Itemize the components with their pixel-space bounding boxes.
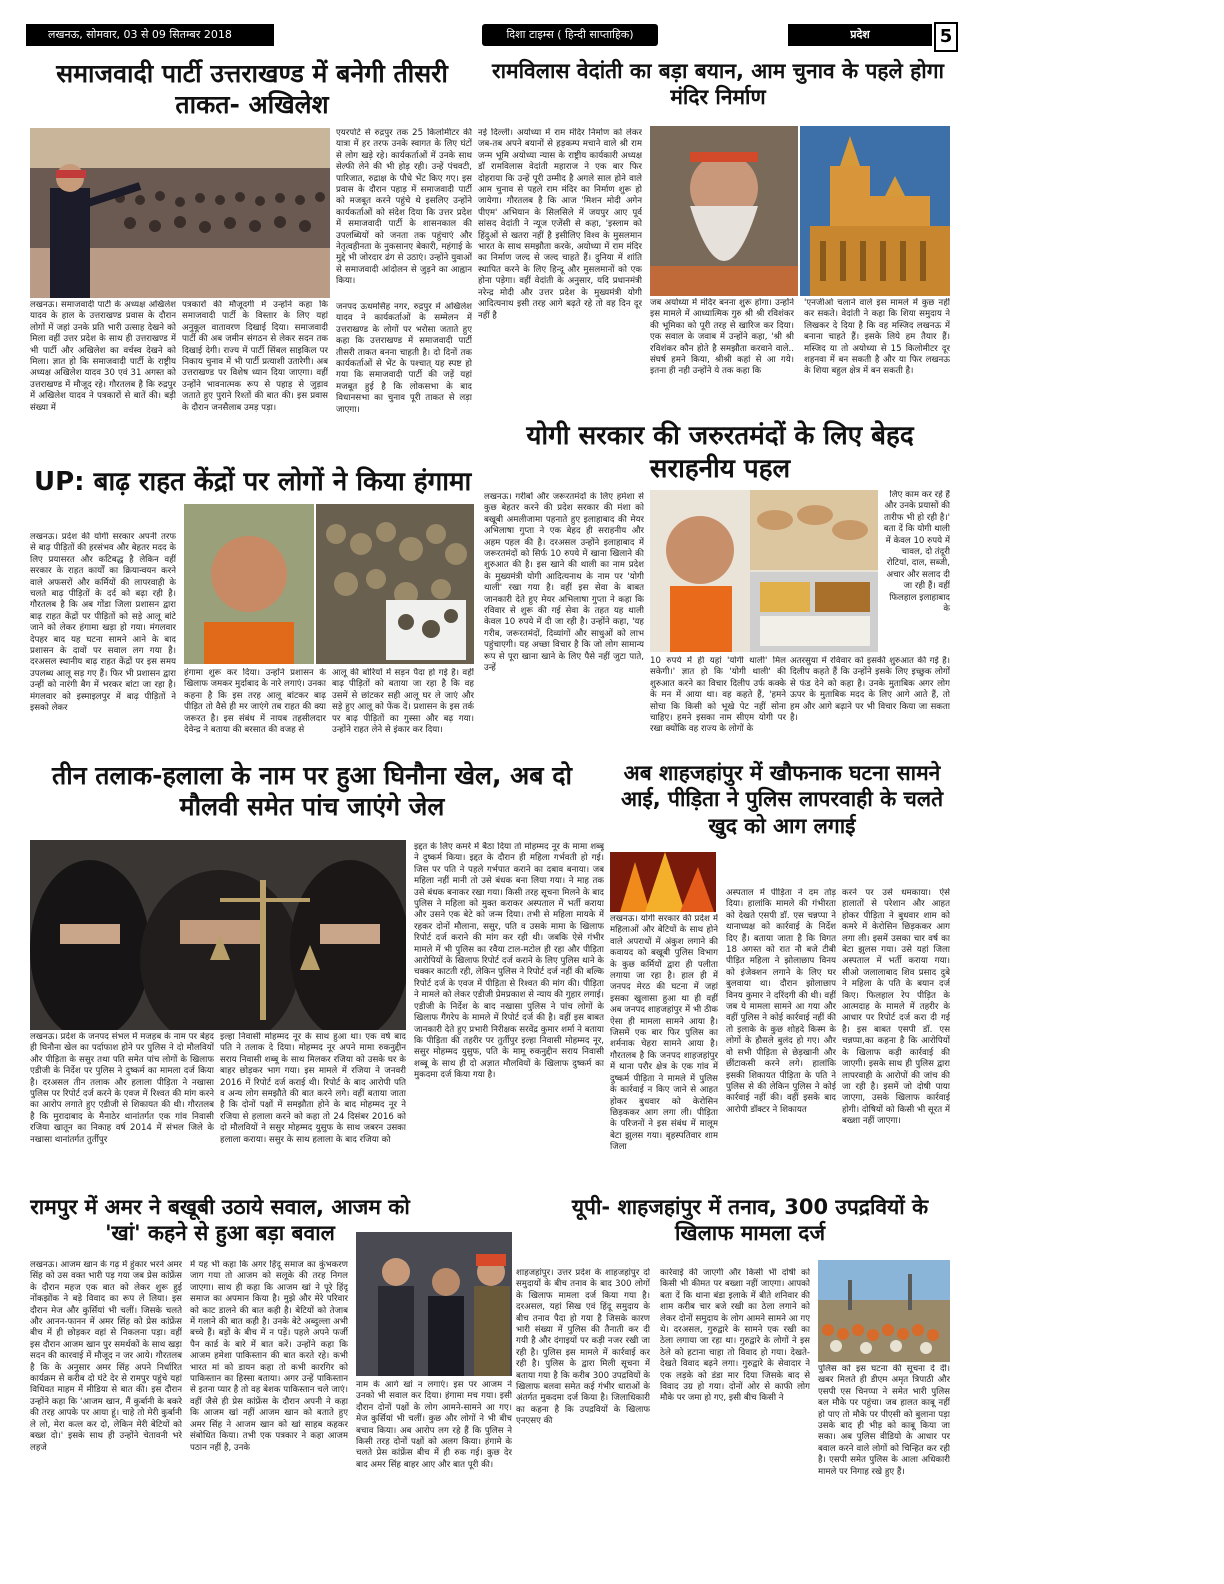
a8-column-2: कार्रवाई की जाएगी और किसी भी दोषी को किसी भी कीमत पर बख्शा नहीं जाएगा। आपको बता दें कि थाना बंडा इलाके में बीते शनिवार की शाम करीब चार बजे रखी का ठेला लगाने को लेकर दोनों समुदाय के लोग आमने सामने आ गए थे। दरअसल, गुरुद्वारे के सामने एक रखी का ठेला लगाया जा रहा था। गुरुद्वारे के लोगों ने इस ठेले को हटाना चाहा तो विवाद हो गया। देखते-देखते विवाद बढ़ने लगा। गुरुद्वारे के सेवादार ने एक लड़के को डंडा मार दिया जिसके बाद से विवाद उग्र हो गया। दोनों ओर से काफी लोग मौके पर जमा हो गए, इसी बीच किसी ने [660, 1268, 810, 1404]
a1-headline: समाजवादी पार्टी उत्तराखण्ड में बनेगी तीसरी ताकत- अखिलेश [56, 59, 448, 120]
yogi-photo [184, 504, 314, 664]
a6-column-3: करने पर उसे धमकाया। ऐसे हालातों से परेशान और आहत होकर पीड़िता ने बुधवार शाम को कमरे में केरोसिन छिड़ककर आग लगा ली। इसमें उसका चार वर्ष का बेटा झुलस गया। उसे यहां जिला अस्पताल में भर्ती कराया गया। सीओ जलालाबाद शिव प्रसाद दुबे ने महिला के पति के बयान दर्ज किए। फिलहाल रेप पीड़ित के आत्मदाह के मामले में तहरीर के आधार पर रिपोर्ट दर्ज करा दी गई है। इस बाबत एसपी डॉ. एस चन्नप्पा,का कहना है कि आरोपियों के खिलाफ कड़ी कार्रवाई की जाएगी। इसके साथ ही पुलिस द्वारा लापरवाही के आरोपों की जांच की जा रही है। इसमें जो दोषी पाया जाएगा, उसके खिलाफ कार्रवाई होगी। दोषियों को किसी भी सूरत में बख्शा नहीं जाएगा। [842, 888, 950, 1127]
a5-column-2: इल्हा निवासी मोहम्मद नूर के साथ हुआ था। एक वर्ष बाद पति ने तलाक दे दिया। मोहम्मद नूर अपने मामा रुकनुद्दीन सराय निवासी शब्बू के साथ मिलकर रजिया को उसके घर के बाहर छोड़कर भाग गया। इस मामले में रजिया ने जनवरी 2016 में रिपोर्ट दर्ज कराई थी। रिपोर्ट के बाद आरोपी पति व अन्य लोग समझौते की बात करने लगे। वहीं बताया जाता है कि दोनों पक्षों में समझौता होने के बाद मोहम्मद नूर ने रजिया से हलाला करने को कहा तो 24 दिसंबर 2016 को दो मौलवियों ने ससुर मोहम्मद युसुफ के साथ जबरन उसका हलाला कराया। ससुर के साथ हलाला के बाद रजिया को [220, 1032, 406, 1145]
a1-column-3: जनपद ऊधमसिंह नगर, रुद्रपुर में अखिलेश यादव ने कार्यकर्ताओं के सम्मेलन में उत्तराखण्ड के लोगों पर भरोसा जताते हुए कहा कि उत्तराखण्ड में समाजवादी पार्टी तीसरी ताकत बनना चाहती है। दो दिनों तक कार्यकर्ताओं से भेंट के पश्चात् यह स्पष्ट हो गया कि समाजवादी पार्टी की जड़ें यहां मजबूत हुई है कि लोकसभा के बाद विधानसभा का चुनाव पूरी ताकत से लड़ा जाएगा। [336, 302, 472, 415]
a4-column-2: 10 रुपये में ही यहां 'योगी थाली' मिल सकेगी।' ज्ञात हो कि 'योगी थाली' की शुरुआत करने का विचार दिलीप उर्फ कक्के के मन में आया था। वह कहते हैं, 'हमने सोचा कि किसी को भूखे पेट नहीं सोना चाहिए। हमने इसका नाम सीएम योगी पर रखा क्योंकि वह राज्य के लोगों के [650, 656, 786, 735]
amar-singh-press-photo [356, 1232, 512, 1376]
a1-column-2: पत्रकारों की मौजूदगी में उन्होंने कहा कि समाजवादी पार्टी के विस्तार के लिए यहां अनुकूल वातावरण दिखाई दिया। समाजवादी पार्टी की अब जमीन संगठन से लेकर सदन तक दिखाई देगी। राज्य में पार्टी सिंबल साइकिल पर निकाय चुनाव में भी पार्टी प्रत्याशी उतारेगी। अब उत्तराखण्ड पर विशेष ध्यान दिया जाएगा। वहीं उन्होंने भावनात्मक रूप से पहाड़ से जुड़ाव जताते हुए पुराने रिश्तों की बात की। इस प्रवास के दौरान जनसैलाब उमड़ पड़ा। [182, 300, 328, 413]
a3-headline: UP: बाढ़ राहत केंद्रों पर लोगों ने किया हंगामा [34, 467, 472, 497]
a5-headline: तीन तलाक-हलाला के नाम पर हुआ घिनौना खेल, अब दो मौलवी समेत पांच जाएंगे जेल [51, 761, 573, 822]
a6-headline: अब शाहजहांपुर में खौफनाक घटना सामने आई, पीड़िता ने पुलिस लापरवाही के चलते खुद को आग लगाई [620, 761, 944, 838]
a2-column-3: 'एनजीओ चलाने वाले इस मामले में कुछ नहीं कर सकते। वेदांती ने कहा कि शिया समुदाय ने लिखकर दे दिया है कि वह मस्जिद लखनऊ में बनाना चाहते हैं। इसके लिये हम तैयार हैं। मस्जिद या तो अयोध्या से 15 किलोमीटर दूर शहनवा में बन सकती है और या फिर लखनऊ के शिया बहुल क्षेत्र में बन सकती है। [804, 298, 950, 377]
a6-column-1: लखनऊ। योगी सरकार की प्रदेश में महिलाओं और बेटियों के साथ होने वाले अपराधों में अंकुश लगाने की कवायद को बखूबी पुलिस विभाग के कुछ कर्मियों द्वारा ही पलीता लगाया जा रहा है। हाल ही में जनपद मेरठ की घटना में जहां इसका खुलासा हुआ था ही वहीं अब जनपद शाहजहांपुर में भी ठीक ऐसा ही मामला सामने आया है। जिसमें एक बार फिर पुलिस का शर्मनाक चेहरा सामने आया है। गौरतलब है कि जनपद शाहजहांपुर में थाना परौर क्षेत्र के एक गांव में दुष्कर्म पीड़िता ने मामले में पुलिस के कार्रवाई न किए जाने से आहत होकर बुधवार को केरोसिन छिड़ककर आग लगा ली। पीड़िता के परिजनों ने इस संबंध में मालूम बेटा झुलस गया। बृहस्पतिवार शाम जिला [610, 914, 718, 1153]
a4-column-3-top: लिए काम कर रहे हैं और उनके प्रयासों की तारीफ भी हो रही है।' बता दें कि योगी थाली में केवल 10 रुपये में चावल, दो तंदूरी रोटियां, दाल, सब्जी, अचार और सलाद दी जा रही हैं। वहीं फिलहाल इलाहाबाद के [883, 490, 950, 615]
a3-column-2: हंगामा शुरू कर दिया। उन्होंने प्रशासन के खिलाफ जमकर मुर्दाबाद के नारे लगाएं। उनका कहना है कि इस तरह आलू बांटकर बाढ़ पीड़ित तो वैसे ही मर जाएंगे तब राहत की क्या जरूरत है। इस संबंध में नायब तहसीलदार देवेन्द्र ने बताया की बरसात की वजह से [184, 668, 326, 736]
masthead-paper-name: दिशा टाइम्स ( हिन्दी साप्ताहिक) [482, 24, 658, 46]
a4-column-3-bottom: अतरसुया में रविवार को इसकी शुरुआत की गई है। दिलीप कहते हैं कि उन्होंने इसके लिए इच्छुक लोगों से फंड देने को कहा है। उनके मुताबिक अगर लोग ऊपर के मुताबिक मदद के लिए आगे आते हैं, तो हम और आगे बढ़ाने पर भी विचार किया जा सकता है। [790, 656, 950, 724]
yogi-thali-photo [650, 490, 878, 652]
a7-column-1: लखनऊ। आजम खान के गढ़ में हुंकार भरने अमर सिंह को उस वक्त भारी पड़ गया जब प्रेस कांफ्रेंस के दौरान महज एक बात को लेकर शुरू हुई नोंकझोंक ने बड़े विवाद का रूप ले लिया। इस दौरान मेज और कुर्सियां भी चलीं। जिसके चलते और आनन-फानन में अमर सिंह को प्रेस कांफ्रेंस बीच में ही छोड़कर वहां से निकलना पड़ा। वहीं इस दौरान आजम खान पुर समर्थकों के साथ खड़ा सदन की कारवाई में मौजूद न जर आये। गौरतलब है कि के अनुसार अमर सिंह अपने निर्धारित कार्यक्रम से करीब दो घंटे देर से रामपुर पहुंचे यहां विधिवत माहम में मीडिया से बात की। इस दौरान उन्होंने कहा कि 'आजम खान, मैं कुर्बानी के बकरे की तरह आपके पर आया हूं। चाहे तो मेरी कुर्बानी ले लो, मेरा कत्ल कर दो, लेकिन मेरी बेटियों को बख्श दो।' इसके साथ ही उन्होंने चेतावनी भरे लहजे [30, 1260, 182, 1453]
a3-column-3: आलू की बोरियों में सड़न पैदा हो गई है। वहीं बाढ़ पीड़ितों को बताया जा रहा है कि वह उसमें से छांटकर सही आलू घर ले जाएं और सड़े हुए आलू को फेंक दें। प्रशासन के इस तर्क पर बाढ़ पीड़ितों का गुस्सा और बढ़ गया। उन्होंने राहत लेने से इंकार कर दिया। [332, 668, 474, 736]
a3-column-1: लखनऊ। प्रदेश की योगी सरकार अपनी तरफ से बाढ़ पीड़ितों की हरसंभव और बेहतर मदद के लिए प्रयासरत और कटिबद्ध है लेकिन वहीं सरकार के राहत कार्यों का क्रियान्वयन करने वाले अफसरों और कर्मियों की लापरवाही के चलते बाढ़ पीड़ितों के दर्द को बढ़ा रही है। गौरतलब है कि अब गोंडा जिला प्रशासन द्वारा बाढ़ राहत केंद्रों पर पीड़ितों को सड़े आलू बांटे जाने को लेकर हंगामा खड़ा हो गया। मंगलवार देपहर बाद यह घटना सामने आने के बाद प्रशासन के दावों पर सवाल लग गया है। दरअसल स्थानीय बाढ़ राहत केंद्रों पर इस समय उपलब्ध आलू सड़ गए हैं। फिर भी प्रशासन द्वारा उन्हीं को नारंगी बैग में भरकर बांटा जा रहा है। मंगलवार को इस्माइलपुर में बाढ़ पीड़ितों ने इसको लेकर [30, 532, 176, 714]
a7-column-2: में यह भी कहा कि अगर हिंदू समाज का कुंभकरण जाग गया तो आजम को सलूके की तरह निगल जाएगा। साथ ही कहा कि आजम खां ने पूरे हिंदू समाज का अपमान किया है। मुझे और मेरे परिवार को काट डालने की बात कही है। बेटियों को तेजाब में गलाने की बात कही है। उनके बेटे अब्दुल्ला अभी बच्चे हैं। बड़ों के बीच में न पड़ें। पहले अपने फर्जी पैन कार्ड के बारे में बात करें। उन्होंने कहा कि आजम हमेशा पाकिस्तान की बात करते रहे। कभी भारत मां को डायन कहा तो कभी कारगिर को पाकिस्तान का हिस्सा बताया। अगर उन्हें पाकिस्तान से इतना प्यार है तो वह बेशक पाकिस्तान चले जाएं। वहीं जैसे ही प्रेस कांफ्रेंस के दौरान अपनी ने कहा कि आजम खां नहीं आजम खान को बताते हुए अमर सिंह ने आजम खान को खां साहब कहकर संबोधित किया। तभी एक पत्रकार ने कहा आजम पठान नहीं है, उनके [190, 1260, 348, 1453]
a1-column-1: लखनऊ। समाजवादी पार्टी के अध्यक्ष अखिलेश यादव के हाल के उत्तराखण्ड प्रवास के दौरान लोगों में जहां उनके प्रति भारी उत्साह देखने को मिला वहीं उत्तर प्रदेश के साथ ही उत्तराखण्ड में भी पार्टी और अखिलेश का वर्चस्व देखने को मिला। ज्ञात हो कि समाजवादी पार्टी के राष्ट्रीय अध्यक्ष अखिलेश यादव 30 एवं 31 अगस्त को उत्तराखण्ड में मौजूद रहे। गौरतलब है कि रुद्रपुर में अखिलेश यादव ने पत्रकारों से बातें की। बड़ी संख्या में [30, 300, 176, 413]
ram-temple-photo [800, 126, 950, 296]
masthead-date: लखनऊ, सोमवार, 03 से 09 सितम्बर 2018 [26, 24, 274, 46]
fire-victim-photo [610, 852, 716, 912]
a5-column-1: लखनऊ। प्रदेश के जनपद संभल में मजहब के नाम पर बेहद ही घिनौना खेल का पर्दाफाश होने पर पुलिस ने दो मौलवियों और पीड़िता के ससुर तथा पति समेत पांच लोगों के खिलाफ एडीजी के निर्देश पर पुलिस ने दुष्कर्म का मामला दर्ज किया है। दरअसल तीन तलाक और हलाला पीड़िता ने नखासा पुलिस पर रिपोर्ट दर्ज करने के एवज में रिश्वत की मांग करने का आरोप लगाते हुए एडीजी से शिकायत की थी। गौरतलब है कि मुरादाबाद के मैनाठेर थानांतर्गत एक गांव निवासी रजिया खातून का निकाह वर्ष 2014 में संभल जिले के नखासा थानांतर्गत तुर्तीपुर [30, 1032, 214, 1145]
a2-headline: रामविलास वेदांती का बड़ा बयान, आम चुनाव के पहले होगा मंदिर निर्माण [492, 59, 944, 110]
a7-column-3: नाम के आगे खां न लगाएं। इस पर आजम ने उनको भी सवाल कर दिया। हंगामा मच गया। इसी दौरान दोनों पक्षों के लोग आमने-सामने आ गए। मेज कुर्सियां भी चलीं। कुछ और लोगों ने भी बीच बचाव किया। अब आरोप लग रहे हैं कि पुलिस ने किसी तरह दोनों पक्षों को अलग किया। हंगामे के चलते प्रेस कांफ्रेंस बीच में ही रुक गई। कुछ देर बाद अमर सिंह बाहर आए और बात पूरी की। [356, 1380, 512, 1470]
a8-headline: यूपी- शाहजहांपुर में तनाव, 300 उपद्रवियों के खिलाफ मामला दर्ज [571, 1195, 929, 1246]
a4-headline: योगी सरकार की जरुरतमंदों के लिए बेहद सराहनीय पहल [526, 421, 914, 484]
a8-column-3: पुलिस को इस घटना की सूचना दे दी। खबर मिलते ही डीएम अमृत त्रिपाठी और एसपी एस चिनप्पा ने समेत भारी पुलिस बल मौके पर पहुंचा। जब हालत काबू नहीं हो पाए तो मौके पर पीएसी को बुलाना पड़ा उसके बाद ही भीड़ को काबू किया जा सका। अब पुलिस वीडियो के आधार पर बवाल करने वाले लोगों को चिन्हित कर रही है। एसपी समेत पुलिस के आला अधिकारी मामले पर निगाह रखे हुए हैं। [818, 1364, 950, 1477]
akhilesh-rally-photo [30, 128, 330, 298]
page-number: 5 [934, 22, 958, 52]
vedanti-photo [650, 126, 798, 296]
a1-text-right-of-photo: एयरपोर्ट से रुद्रपुर तक 25 किलोमीटर की यात्रा में हर तरफ उनके स्वागत के लिए घंटों से लोग खड़े रहे। कार्यकर्ताओं में उनके साथ सेल्फी लेने की भी होड़ रही। उन्हें पंचवटी, पारिजात, रुद्राक्ष के पौधे भेंट किए गए। इस प्रवास के दौरान पहाड़ में समाजवादी पार्टी को मजबूत करने पहुंचे थे इसलिए उन्होंने कार्यकर्ताओं को संदेश दिया कि उत्तर प्रदेश में समाजवादी पार्टी के शासनकाल की उपलब्धियों को जनता तक पहुंचाएं और नेतृत्वहीनता के नुकसानए बेकारी, महंगाई के मुद्दे भी जोरदार ढंग से उठाएं। उन्होंने युवाओं से समाजवादी आंदोलन से जुड़ने का आह्वान किया। [336, 128, 472, 287]
a8-column-1: शाहजहांपुर। उत्तर प्रदेश के शाहजहांपुर दो समुदायों के बीच तनाव के बाद 300 लोगों के खिलाफ मामला दर्ज किया गया है। दरअसल, यहां सिख एवं हिंदू समुदाय के बीच तनाव पैदा हो गया है जिसके कारण भारी संख्या में पुलिस की तैनाती कर दी गयी है और दंगाइयों पर कड़ी नजर रखी जा रही है। पुलिस इस मामले में कार्रवाई कर रही है। पुलिस के द्वारा मिली सूचना में बताया गया है कि करीब 300 उपद्रवियों के खिलाफ बलवा समेत कई गंभीर धाराओं के अंतर्गत मुकदमा दर्ज किया है। जिलाधिकारी का कहना है कि उपद्रवियों के खिलाफ एनएसए की [516, 1268, 650, 1427]
rotten-potatoes-photo [316, 504, 474, 664]
triple-talaq-photo [30, 840, 406, 1030]
a5-column-right: इद्दत के लिए कमरे में बैठा दिया तो मोहम्मद नूर के मामा शब्बू ने दुष्कर्म किया। इद्दत के दौरान ही महिला गर्भवती हो गई। जिस पर पति ने पहले गर्भपात कराने का दबाव बनाया। जब महिला नहीं मानी तो उसे बंधक बना लिया गया। ने माह तक उसे बंधक बनाकर रखा गया। किसी तरह सूचना मिलने के बाद पुलिस ने महिला को मुक्त कराकर अस्पताल में भर्ती कराया और उसने एक बेटे को जन्म दिया। तभी से महिला मायके में रहकर दोनों मौलाना, ससुर, पति व उसके मामा के खिलाफ रिपोर्ट दर्ज कराने की मांग कर रही थी। जबकि ऐसे गंभीर मामले में भी पुलिस का रवैया टाल-मटोल ही रहा और पीड़िता आरोपियों के खिलाफ रिपोर्ट दर्ज कराने के लिए पुलिस थाने के चक्कर काटती रही, लेकिन पुलिस ने रिपोर्ट दर्ज नहीं की बल्कि रिपोर्ट दर्ज के एवज में पीड़िता से रिश्वत की मांग की। पीड़िता ने मामले को लेकर एडीजी प्रेमप्रकाश से न्याय की गुहार लगाई। एडीजी के निर्देश के बाद नखासा पुलिस ने पांच लोगों के खिलाफ गैंगरेप के मामले में रिपोर्ट दर्ज की है। वहीं इस बाबत जानकारी देते हुए प्रभारी निरीक्षक सरवेंद्र कुमार शर्मा ने बताया कि पीड़िता की तहरीर पर तुर्तीपुर इल्हा निवासी मोहम्मद नूर, ससुर मोहम्मद युसुफ, पति के मामू रुकनुद्दीन सराय निवासी शब्बू के साथ ही दो अज्ञात मौलवियों के खिलाफ दुष्कर्म का मुकदमा दर्ज किया गया है। [414, 842, 604, 1081]
masthead-section: प्रदेश [788, 24, 932, 46]
a6-column-2: अस्पताल में पीड़िता ने दम तोड़ दिया। हालांकि मामले की गंभीरता को देखते एसपी डॉ. एस चन्नप्पा ने थानाध्यक्ष को कार्रवाई के निर्देश दिए हैं। बताया जाता है कि विगत 18 अगस्त को रात नौ बजे टीबी पीड़ित महिला ने झोलाछाप विनय को इंजेक्शन लगाने के लिए घर बुलवाया था। दौरान झोलाछाप विनय कुमार ने दरिंदगी की थी। वहीं जब ये मामला सामने आ गया और वहीं पुलिस ने कोई कार्रवाई नहीं की तो इलाके के कुछ शोहदे किस्म के लोगों के हौसले बुलंद हो गए। और वो सभी पीड़िता से छेड़खानी और छींटाकसी करने लगे। हालांकि इसकी शिकायत पीड़िता के पति ने पुलिस से की लेकिन पुलिस ने कोई कार्रवाई नहीं की। वहीं इसके बाद आरोपी डॉक्टर ने शिकायत [726, 888, 836, 1115]
a2-column-1: नई दिल्ली। अयोध्या में राम मंदिर निर्माण को लेकर जब-तब अपने बयानों से हड़कम्प मचाने वाले श्री राम जन्म भूमि अयोध्या न्यास के राष्ट्रीय कार्यकारी अध्यक्ष डॉ रामविलास वेदांती महाराज ने एक बार फिर दोहराया कि उन्हें पूरी उम्मीद है अगले साल होने वाले आम चुनाव से पहले राम मंदिर का निर्माण शुरू हो जायेगा। गौरतलब है कि आज 'मिशन मोदी अगेन पीएम' अभियान के सिलसिले में जयपुर आए पूर्व सांसद वेदांती ने न्यूज एजेंसी से कहा, 'इस्लाम को हिंदुओं से खतरा नहीं है इसीलिए विश्व के मुसलमान भारत के साथ समझौता करके, अयोध्या में राम मंदिर का निर्माण जल्द से जल्द चाहते हैं। दुनिया में शांति स्थापित करने के लिए हिन्दू और मुसलमानों को एक होना पड़ेगा। वहीं वेदांती के अनुसार, यदि प्रधानमंत्री नरेन्द्र मोदी और उत्तर प्रदेश के मुख्यमंत्री योगी आदित्यनाथ इसी तरह आगे बढ़ते रहे तो वह दिन दूर नहीं है [478, 128, 642, 321]
shahjahanpur-crowd-photo [818, 1260, 950, 1362]
a4-column-1: लखनऊ। गरीबों और जरूरतमंदों के लिए हमेशा से कुछ बेहतर करने की प्रदेश सरकार की मंशा को बखूबी अमलीजामा पहनाते हुए इलाहाबाद की मेयर अभिलाषा गुप्ता ने एक बेहद ही सराहनीय और अहम पहल की है। दरअसल उन्होंने इलाहाबाद में जरूरतमंदों को सिर्फ 10 रुपये में खाना खिलाने की शुरुआत की है। इस खाने की थाली का नाम प्रदेश के मुख्यमंत्री योगी आदित्यनाथ के नाम पर 'योगी थाली' रखा गया है। वहीं इस सेवा के बाबत जानकारी देते हुए मेयर अभिलाषा गुप्ता ने कहा कि रविवार से शुरू की गई सेवा के तहत यह थाली केवल 10 रुपये में दी जा रही है। उन्होंने कहा, 'यह गरीब, जरूरतमंदों, दिव्यांगों और साधुओं को लाभ पहुंचाएगी। यह अच्छा विचार है कि जो लोग सामान्य रूप से पूरा खाना खाने के लिए पैसे नहीं जुटा पाते, उन्हें [484, 492, 644, 674]
a7-headline: रामपुर में अमर ने बखूबी उठाये सवाल, आजम को 'खां' कहने से हुआ बड़ा बवाल [30, 1195, 410, 1246]
a2-column-2: जब अयोध्या में मंदिर बनना शुरू होगा। उन्होंने इस मामले में आध्यात्मिक गुरु श्री श्री रविशंकर की भूमिका को पूरी तरह से खारिज कर दिया। एक सवाल के जवाब में उन्होंने कहा, 'श्री श्री रविशंकर कौन होते है समझौता करवाने वाले.. संघर्ष हमने किया, श्रीश्री कहां से आ गये। इतना ही नही उन्होंने ये तक कहा कि [650, 298, 794, 377]
